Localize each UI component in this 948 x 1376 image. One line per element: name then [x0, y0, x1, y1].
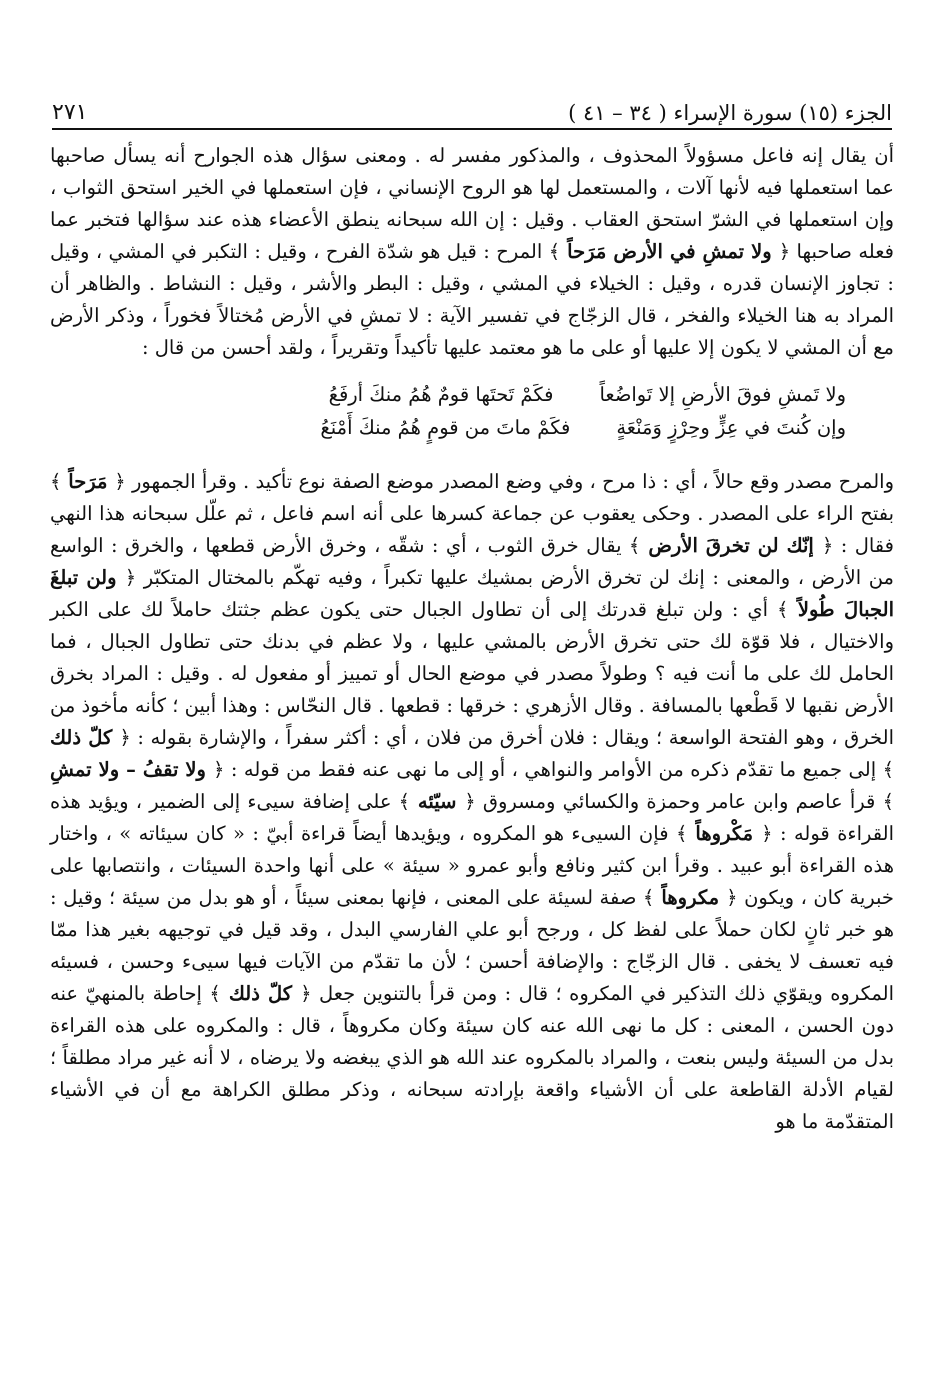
- text-segment: يقال خرق الثوب ، أي : شقّه ، وخرق الأرض قطعها ، والخرق : الواسع من الأرض ، والمعنى : إنك لن تخرق الأرض بمشيك عليها تكبراً ، وفيه تهكّم بالمختال المتكبّر: [50, 534, 894, 589]
- header-title: الجزء (١٥) سورة الإسراء ( ٣٤ – ٤١ ): [568, 101, 892, 125]
- text-segment: والمرح مصدر وقع حالاً ، أي : ذا مرح ، وفي وضع المصدر موضع الصفة نوع تأكيد . وقرأ الجمهور: [125, 470, 894, 493]
- poem-first-hemistich: وإن كُنتَ في عِزٍّ وحِرْزٍ وَمَنْعَةٍ: [616, 416, 846, 439]
- quran-close-bracket: ﴾: [776, 598, 789, 621]
- body-text: [50, 140, 894, 1138]
- text-segment: أي : ولن تبلغ قدرتك إلى أن تطاول الجبال حتى يكون عظم جثتك حاملاً لك على الكبر والاختيال ، فلا قوّة لك حتى تخرق الأرض بالمشي عليها ، ولا عظم في بدنك حتى تطاول الجبال ، فما الحامل لك على ما أنت فيه ؟ وطولاً مصدر في موضع الحال أو تمييز أو مفعول له . وقيل : المراد بخرق الأرض نقبها لا قَطْعها بالمسافة . وقال الأزهري : خرقها : قطعها . قال النحّاس : وهذا أبين ؛ كأنه مأخوذ من الخرق ، وهو الفتحة الواسعة ؛ ويقال : فلان أخرق من فلان ، أي : أكثر سفراً ، والإشارة بقوله :: [50, 598, 894, 749]
- quran-close-bracket: ﴾: [398, 790, 411, 813]
- quran-close-bracket: ﴾: [628, 534, 641, 557]
- text-segment: أن يقال إنه فاعل مسؤولاً المحذوف ، والمذكور مفسر له . ومعنى سؤال هذه الجوارح أنه يسأل صاحبها عما استعملها فيه لأنها آلات ، والمستعمل لها هو الروح الإنساني ، فإن استعملها في الخير استحق الثواب ، وإن استعملها في الشرّ استحق العقاب . وقيل : إن الله سبحانه ينطق الأعضاء هذه عند سؤالها فتخبر عما فعله صاحبها: [50, 144, 894, 263]
- text-segment: إلى جميع ما تقدّم ذكره من الأوامر والنواهي ، أو إلى ما نهى عنه فقط من قوله :: [224, 758, 883, 781]
- poem-line: [50, 411, 846, 444]
- quran-quote: مكروهاً: [654, 886, 727, 909]
- quran-quote: ولن تبلغَ الجبالَ طُولاً: [50, 566, 894, 621]
- quran-quote: مَكْروهاً: [687, 822, 762, 845]
- paragraph-2: [50, 466, 894, 1138]
- text-segment: قرأ عاصم وابن عامر وحمزة والكسائي ومسروق: [475, 790, 883, 813]
- poem-second-hemistich: فكَمْ تَحتَها قومٌ هُمُ منكَ أرفَعُ: [328, 383, 554, 406]
- quran-open-bracket: ﴿: [300, 982, 312, 1005]
- quran-open-bracket: ﴿: [124, 566, 137, 589]
- quran-open-bracket: ﴿: [778, 240, 791, 263]
- quran-quote: إنّك لن تخرقَ الأرض: [640, 534, 822, 557]
- text-segment: على إضافة سيىء إلى الضمير ، ويؤيد هذه القراءة قوله :: [50, 790, 894, 845]
- quran-open-bracket: ﴿: [464, 790, 476, 813]
- quran-quote: كلّ ذلك: [220, 982, 301, 1005]
- quran-quote: سيّئه: [410, 790, 465, 813]
- quran-open-bracket: ﴿: [213, 758, 225, 781]
- quran-open-bracket: ﴿: [726, 886, 738, 909]
- quran-open-bracket: ﴿: [114, 470, 126, 493]
- running-header: [52, 96, 892, 130]
- poem-second-hemistich: فكَمْ ماتَ من قومٍ هُمُ منكَ أَمْنَعُ: [320, 416, 571, 439]
- quran-open-bracket: ﴿: [119, 726, 131, 749]
- quran-quote: ولا تقفُ – ولا تمشِ: [50, 758, 214, 781]
- text-segment: إحاطة بالمنهيّ عنه دون الحسن ، المعنى : كل ما نهى الله عنه كان سيئة وكان مكروهاً ، قال : والمكروه على هذه القراءة بدل من السيئة وليس بنعت ، والمراد بالمكروه عند الله هو الذي يبغضه ولا يرضاه ، لا أنه غير مراد مطلقاً ؛ لقيام الأدلة القاطعة على أن الأشياء واقعة بإرادته سبحانه ، وذكر مطلق الكراهة مع أن في الأشياء المتقدّمة ما هو: [50, 982, 894, 1133]
- text-segment: المرح : قيل هو شدّة الفرح ، وقيل : التكبر في المشي ، وقيل : تجاوز الإنسان قدره ، وقيل : الخيلاء في المشي ، وقيل : البطر والأشر ، وقيل : النشاط . والظاهر أن المراد به هنا الخيلاء والفخر ، قال الزجّاج في تفسير الآية : لا تمشِ في الأرض مُختالاً فخوراً ، وذكر الأرض مع أن المشي لا يكون إلا عليها أو على ما هو معتمد عليها تأكيداً وتقريراً ، ولقد أحسن من قال :: [50, 240, 894, 359]
- paragraph-1: [50, 140, 894, 364]
- page-number: ٢٧١: [52, 100, 88, 125]
- quran-close-bracket: ﴾: [882, 758, 895, 781]
- quran-close-bracket: ﴾: [209, 982, 221, 1005]
- quran-close-bracket: ﴾: [675, 822, 688, 845]
- poetry-block: [50, 378, 894, 444]
- quran-close-bracket: ﴾: [548, 240, 561, 263]
- quran-close-bracket: ﴾: [50, 470, 62, 493]
- poem-line: [50, 378, 846, 411]
- text-segment: صفة لسيئة على المعنى ، فإنها بمعنى سيئاً ، أو هو بدل من سيئة ؛ وقيل : هو خبر ثانٍ لكان حملاً على لفظ كل ، ورجح أبو علي الفارسي البدل ، وقد قيل في توجيهه بغير هذا ممّا فيه تعسف لا يخفى . قال الزجّاج : والإضافة أحسن ؛ لأن ما تقدّم من الآيات فيها سيىء وحسن ، فسيئه المكروه ويقوّي ذلك التذكير في المكروه ؛ قال : ومن قرأ بالتنوين جعل: [50, 886, 894, 1005]
- quran-quote: كلّ ذلك: [50, 726, 120, 749]
- quran-open-bracket: ﴿: [761, 822, 773, 845]
- text-segment: فإن السيىء هو المكروه ، ويؤيدها أيضاً قراءة أبيّ : « كان سيئاته » ، واختار هذه القراءة أبو عبيد . وقرأ ابن كثير ونافع وأبو عمرو « سيئة » على أنها واحدة السيئات ، وانتصابها على خبرية كان ، ويكون: [50, 822, 895, 909]
- quran-open-bracket: ﴿: [821, 534, 834, 557]
- quran-close-bracket: ﴾: [882, 790, 895, 813]
- quran-close-bracket: ﴾: [642, 886, 655, 909]
- quran-quote: ولا تمشِ في الأرض مَرَحاً: [560, 240, 779, 263]
- quran-quote: مَرَحاً: [61, 470, 115, 493]
- text-segment: بفتح الراء على المصدر . وحكى يعقوب عن جماعة كسرها على أنه اسم فاعل ، ثم علّل سبحانه هذا النهي فقال :: [50, 502, 894, 557]
- poem-first-hemistich: ولا تَمشِ فوقَ الأرضِ إلا تَواضُعاً: [599, 383, 846, 406]
